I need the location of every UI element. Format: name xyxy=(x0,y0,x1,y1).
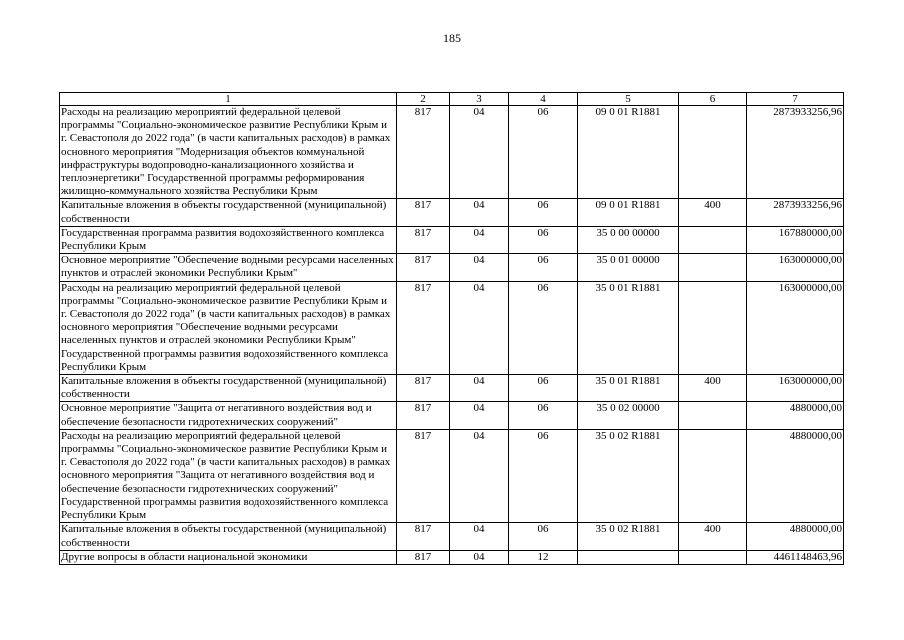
row-rz: 04 xyxy=(450,402,509,429)
row-csr: 35 0 01 R1881 xyxy=(578,281,679,374)
row-vr: 400 xyxy=(679,523,747,550)
row-name: Капитальные вложения в объекты государственной (муниципальной) собственности xyxy=(60,523,397,550)
column-header-5: 5 xyxy=(578,93,679,106)
table-row xyxy=(60,106,844,199)
row-vr: 400 xyxy=(679,199,747,226)
row-sum: 4461148463,96 xyxy=(747,550,844,564)
column-header-7: 7 xyxy=(747,93,844,106)
row-gr: 817 xyxy=(397,281,450,374)
row-pr: 06 xyxy=(509,106,578,199)
row-csr: 35 0 00 00000 xyxy=(578,226,679,253)
row-csr: 35 0 02 R1881 xyxy=(578,429,679,522)
row-name: Основное мероприятие "Обеспечение водными ресурсами населенных пунктов и отраслей экономики Республики Крым" xyxy=(60,254,397,281)
table-row xyxy=(60,375,844,402)
column-header-3: 3 xyxy=(450,93,509,106)
row-name: Расходы на реализацию мероприятий федеральной целевой программы "Социально-экономическое развитие Республики Крым и г. Севастополя до 2022 года" (в части капитальных расходов) в рамках основного мероприятия "Обеспечение водными ресурсами населенных пунктов и отраслей экономики Республики Крым" Государственной программы развития водохозяйственного комплекса Республики Крым xyxy=(60,281,397,374)
row-pr: 06 xyxy=(509,226,578,253)
row-vr xyxy=(679,226,747,253)
table-row xyxy=(60,226,844,253)
row-pr: 06 xyxy=(509,254,578,281)
row-sum: 4880000,00 xyxy=(747,402,844,429)
row-vr xyxy=(679,254,747,281)
table-row xyxy=(60,281,844,374)
row-csr: 09 0 01 R1881 xyxy=(578,106,679,199)
table-row xyxy=(60,254,844,281)
row-name: Расходы на реализацию мероприятий федеральной целевой программы "Социально-экономическое развитие Республики Крым и г. Севастополя до 2022 года" (в части капитальных расходов) в рамках основного мероприятия "Защита от негативного воздействия вод и обеспечение безопасности гидротехнических сооружений" Государственной программы развития водохозяйственного комплекса Республики Крым xyxy=(60,429,397,522)
row-csr: 35 0 02 00000 xyxy=(578,402,679,429)
row-pr: 06 xyxy=(509,375,578,402)
row-pr: 12 xyxy=(509,550,578,564)
column-number-row xyxy=(60,93,844,106)
table-row xyxy=(60,523,844,550)
column-header-2: 2 xyxy=(397,93,450,106)
row-gr: 817 xyxy=(397,523,450,550)
row-gr: 817 xyxy=(397,375,450,402)
row-sum: 4880000,00 xyxy=(747,523,844,550)
row-name: Расходы на реализацию мероприятий федеральной целевой программы "Социально-экономическое развитие Республики Крым и г. Севастополя до 2022 года" (в части капитальных расходов) в рамках основного мероприятия "Модернизация объектов коммунальной инфраструктуры водопроводно-канализационного хозяйства и теплоэнергетики" Государственной программы реформирования жилищно-коммунального хозяйства Республики Крым xyxy=(60,106,397,199)
row-pr: 06 xyxy=(509,199,578,226)
column-header-6: 6 xyxy=(679,93,747,106)
row-pr: 06 xyxy=(509,429,578,522)
row-sum: 167880000,00 xyxy=(747,226,844,253)
row-vr: 400 xyxy=(679,375,747,402)
row-csr: 35 0 01 00000 xyxy=(578,254,679,281)
row-csr: 35 0 02 R1881 xyxy=(578,523,679,550)
row-vr xyxy=(679,402,747,429)
row-rz: 04 xyxy=(450,226,509,253)
row-sum: 163000000,00 xyxy=(747,281,844,374)
table-row xyxy=(60,429,844,522)
row-gr: 817 xyxy=(397,106,450,199)
row-vr xyxy=(679,550,747,564)
table-row xyxy=(60,550,844,564)
row-name: Капитальные вложения в объекты государственной (муниципальной) собственности xyxy=(60,375,397,402)
row-pr: 06 xyxy=(509,523,578,550)
row-sum: 4880000,00 xyxy=(747,429,844,522)
row-sum: 2873933256,96 xyxy=(747,106,844,199)
column-header-1: 1 xyxy=(60,93,397,106)
budget-table xyxy=(59,92,844,565)
row-name: Капитальные вложения в объекты государственной (муниципальной) собственности xyxy=(60,199,397,226)
row-sum: 163000000,00 xyxy=(747,375,844,402)
row-rz: 04 xyxy=(450,550,509,564)
row-vr xyxy=(679,429,747,522)
row-rz: 04 xyxy=(450,375,509,402)
page-number: 185 xyxy=(443,31,461,45)
row-name: Основное мероприятие "Защита от негативного воздействия вод и обеспечение безопасности гидротехнических сооружений" xyxy=(60,402,397,429)
row-rz: 04 xyxy=(450,281,509,374)
row-gr: 817 xyxy=(397,402,450,429)
row-gr: 817 xyxy=(397,550,450,564)
row-vr xyxy=(679,106,747,199)
row-gr: 817 xyxy=(397,254,450,281)
row-rz: 04 xyxy=(450,106,509,199)
row-name: Другие вопросы в области национальной экономики xyxy=(60,550,397,564)
row-rz: 04 xyxy=(450,523,509,550)
row-csr: 35 0 01 R1881 xyxy=(578,375,679,402)
row-rz: 04 xyxy=(450,254,509,281)
row-csr xyxy=(578,550,679,564)
row-gr: 817 xyxy=(397,226,450,253)
row-name: Государственная программа развития водохозяйственного комплекса Республики Крым xyxy=(60,226,397,253)
row-gr: 817 xyxy=(397,199,450,226)
row-gr: 817 xyxy=(397,429,450,522)
row-sum: 163000000,00 xyxy=(747,254,844,281)
row-rz: 04 xyxy=(450,429,509,522)
column-header-4: 4 xyxy=(509,93,578,106)
row-pr: 06 xyxy=(509,281,578,374)
row-csr: 09 0 01 R1881 xyxy=(578,199,679,226)
row-pr: 06 xyxy=(509,402,578,429)
table-row xyxy=(60,199,844,226)
row-sum: 2873933256,96 xyxy=(747,199,844,226)
row-rz: 04 xyxy=(450,199,509,226)
row-vr xyxy=(679,281,747,374)
table-row xyxy=(60,402,844,429)
